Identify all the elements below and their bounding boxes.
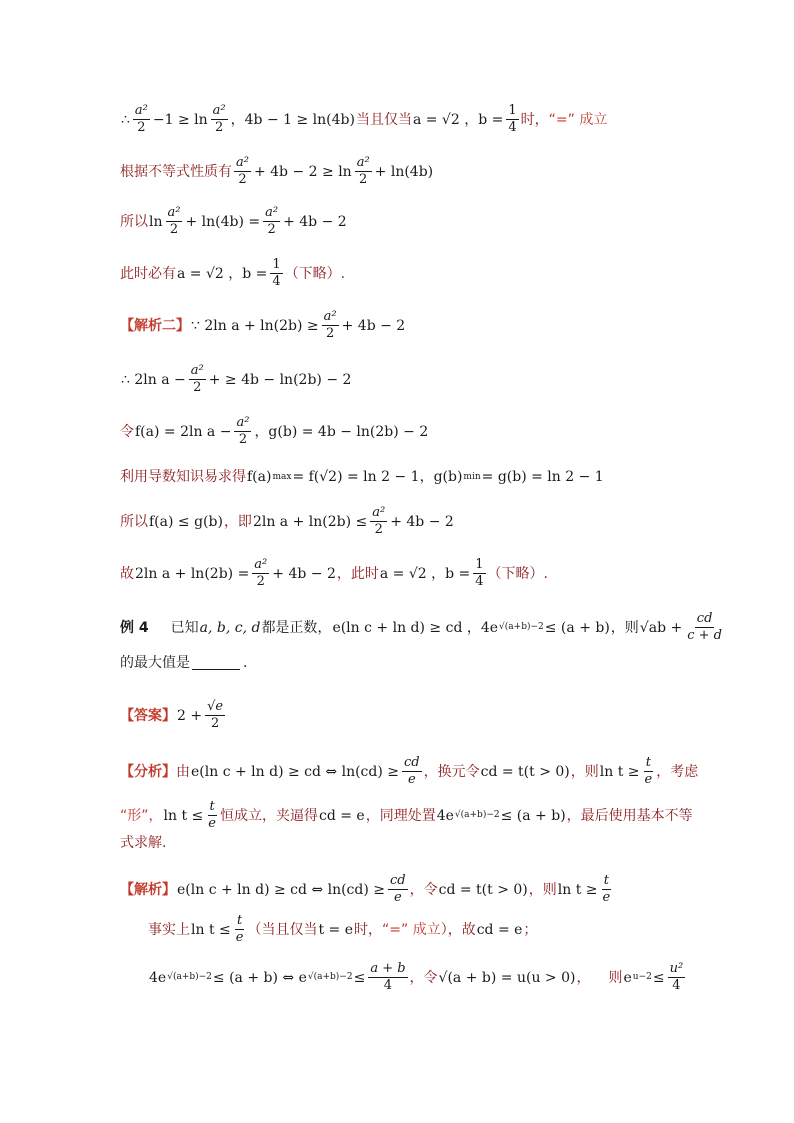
line-13 (120, 700, 227, 732)
text: “=” 成立 (548, 111, 608, 128)
fraction: $\frac{t}{e}$ (644, 755, 653, 788)
math: e(ln c + ln d) ≥ cd ⇔ ln(cd) ≥ (191, 763, 399, 780)
math: 2ln a + ln(2b) ≤ (252, 513, 368, 530)
line-4 (120, 258, 345, 290)
line-17 (120, 874, 614, 906)
text: （当且仅当 (247, 921, 318, 938)
line-11 (120, 612, 726, 644)
math: + ≥ 4b − ln(2b) − 2 (208, 371, 352, 388)
math: 4e (436, 807, 454, 824)
text: ），故 (440, 921, 476, 938)
math: ≤ (652, 969, 665, 986)
text: ，换元令 (423, 763, 480, 780)
math: f(a) = 2ln a − (135, 423, 232, 440)
math: ≤ (a + b) ⇔ e (212, 969, 307, 986)
fraction: $\frac{\text{a²}}{2}$ (167, 205, 181, 238)
math: e (623, 969, 632, 986)
math: ln (149, 213, 163, 230)
subscript: min (463, 471, 481, 482)
line-5 (120, 310, 406, 342)
text: ，同理处置 (365, 807, 436, 824)
subscript: max (272, 471, 292, 482)
answer-blank (192, 657, 240, 670)
fraction: $\frac{\text{a²}}{2}$ (372, 505, 386, 538)
text: ，则 (528, 881, 557, 898)
superscript: √(a+b)−2 (499, 622, 544, 633)
line-19 (148, 962, 687, 994)
text: 时， (354, 921, 383, 938)
math: + ln(4b) (374, 163, 434, 180)
text: 根据不等式性质有 (120, 163, 232, 180)
fraction: $\frac{t}{e}$ (208, 799, 216, 832)
text: 所以 (120, 213, 148, 230)
section-tag: 【解析二】 (120, 317, 190, 334)
math: + 4b − 2 (390, 513, 454, 530)
line-10 (120, 558, 548, 590)
line-18 (148, 914, 537, 946)
math: + 4b − 2 ≥ ln (253, 163, 352, 180)
superscript: √(a+b)−2 (307, 972, 353, 983)
math: ln t ≥ (599, 763, 640, 780)
text: “形”， (120, 807, 163, 824)
fraction: $\frac{\text{a²}}{2}$ (356, 155, 370, 188)
text: 时， (520, 111, 549, 128)
example-label: 例 4 (120, 619, 149, 636)
fraction: $\frac{\text{a²}}{2}$ (190, 363, 204, 396)
superscript: √(a+b)−2 (167, 972, 212, 983)
line-15 (120, 800, 693, 832)
math: 2 + (177, 707, 203, 724)
text: ，即 (223, 513, 252, 530)
text: ，最后使用基本不等 (566, 807, 693, 824)
math: cd = e (476, 921, 523, 938)
math: f(a) (247, 469, 272, 485)
text: （下略）. (487, 565, 548, 582)
text: 式求解. (120, 835, 167, 851)
fraction: $\frac{\text{a²}}{2}$ (236, 415, 250, 448)
line-6 (120, 364, 352, 396)
fraction: $\frac{\text{a²}}{2}$ (254, 557, 268, 590)
math: + 4b − 2 (272, 565, 336, 582)
fraction: $\frac{\text{a²}}{2}$ (134, 103, 148, 136)
section-tag: 【解析】 (120, 881, 176, 898)
text: 所以 (120, 513, 148, 530)
math: √(a + b) = u(u > 0) (438, 969, 576, 986)
text: ； (523, 921, 538, 938)
fraction: $\frac{\text{a²}}{2}$ (323, 309, 337, 342)
fraction: $\frac{cd}{e}$ (390, 873, 406, 906)
section-tag: 【分析】 (120, 763, 176, 780)
line-7 (120, 416, 429, 448)
math: ，4b − 1 ≥ ln(4b) (230, 111, 355, 128)
fraction: $\frac{1}{4}$ (475, 557, 484, 590)
math: −1 ≥ ln (152, 111, 208, 128)
math: + ln(4b) = (185, 213, 261, 230)
math: t = e (318, 921, 354, 938)
math: = f(√2) = ln 2 − 1，g(b) (292, 469, 463, 485)
math: ∴ 2ln a − (121, 371, 186, 388)
fraction: $\frac{√e}{2}$ (207, 699, 224, 732)
line-9 (120, 506, 455, 538)
math: cd = t(t > 0) (438, 881, 528, 898)
math: ln t ≤ (163, 807, 204, 824)
text: （下略）. (284, 265, 346, 282)
line-12 (120, 656, 248, 670)
text: 已知 (170, 619, 199, 636)
fraction: $\frac{\text{u²}}{4}$ (669, 961, 684, 994)
text: ，此时 (336, 565, 379, 582)
math: √ab + (639, 619, 683, 636)
math: a = √2 ，b = (177, 265, 268, 282)
fraction: $\frac{cd}{c + d}$ (687, 611, 722, 644)
fraction: $\frac{t}{e}$ (602, 873, 611, 906)
math: ∵ 2ln a + ln(2b) ≥ (191, 317, 319, 334)
text: ，则 (570, 763, 599, 780)
math: e(ln c + ln d) ≥ cd ⇔ ln(cd) ≥ (177, 881, 385, 898)
math: 2ln a + ln(2b) = (135, 565, 250, 582)
math: + 4b − 2 (283, 213, 347, 230)
text: 事实上 (148, 921, 190, 938)
math: = g(b) = ln 2 − 1 (481, 469, 604, 485)
line-14 (120, 756, 698, 788)
math: + 4b − 2 (341, 317, 406, 334)
text: 恒成立，夹逼得 (219, 807, 318, 824)
text: ，则 (610, 619, 639, 636)
text: 当且仅当 (355, 111, 412, 128)
superscript: √(a+b)−2 (454, 810, 500, 821)
text: 由 (176, 763, 190, 780)
math: 4e (149, 969, 167, 986)
text: 的最大值是 (120, 655, 190, 671)
text: ， (576, 969, 591, 986)
text: 令 (120, 423, 134, 440)
text: ，令 (409, 881, 438, 898)
line-1 (120, 104, 607, 136)
text: ，考虑 (656, 763, 699, 780)
text: 故 (120, 565, 134, 582)
fraction: $\frac{cd}{e}$ (404, 755, 420, 788)
text: ，令 (409, 969, 438, 986)
section-tag: 【答案】 (120, 707, 176, 724)
text: 都是正数， (261, 619, 332, 636)
text: 此时必有 (120, 265, 176, 282)
text: . (243, 655, 248, 671)
math: a = √2 ，b = (379, 565, 471, 582)
math: ∴ (121, 111, 130, 128)
fraction: $\frac{t}{e}$ (235, 913, 244, 946)
fraction: $\frac{\text{a²}}{2}$ (236, 155, 249, 188)
math: ln t ≥ (557, 881, 598, 898)
superscript: u−2 (632, 972, 652, 983)
text: 则 (608, 969, 623, 986)
math: ≤ (a + b) (544, 619, 610, 636)
math: a = √2 ，b = (412, 111, 504, 128)
fraction: $\frac{\text{a²}}{2}$ (212, 103, 226, 136)
math: a, b, c, d (199, 619, 261, 636)
text: 利用导数知识易求得 (120, 469, 246, 485)
math: ≤ (353, 969, 366, 986)
fraction: $\frac{1}{4}$ (272, 257, 281, 290)
math: ，g(b) = 4b − ln(2b) − 2 (254, 423, 429, 440)
math: cd = t(t > 0) (480, 763, 570, 780)
math: f(a) ≤ g(b) (149, 513, 223, 530)
math: ≤ (a + b) (500, 807, 566, 824)
text: “=” 成立 (382, 921, 441, 938)
math: cd = e (318, 807, 365, 824)
math: ln t ≤ (191, 921, 231, 938)
line-2 (120, 156, 434, 188)
math: e(ln c + ln d) ≥ cd ，4e (332, 619, 499, 636)
line-8 (120, 470, 605, 484)
line-16 (120, 836, 166, 850)
fraction: $\frac{a + b}{4}$ (370, 961, 406, 994)
fraction: $\frac{1}{4}$ (508, 103, 517, 136)
line-3 (120, 206, 348, 238)
fraction: $\frac{\text{a²}}{2}$ (265, 205, 279, 238)
